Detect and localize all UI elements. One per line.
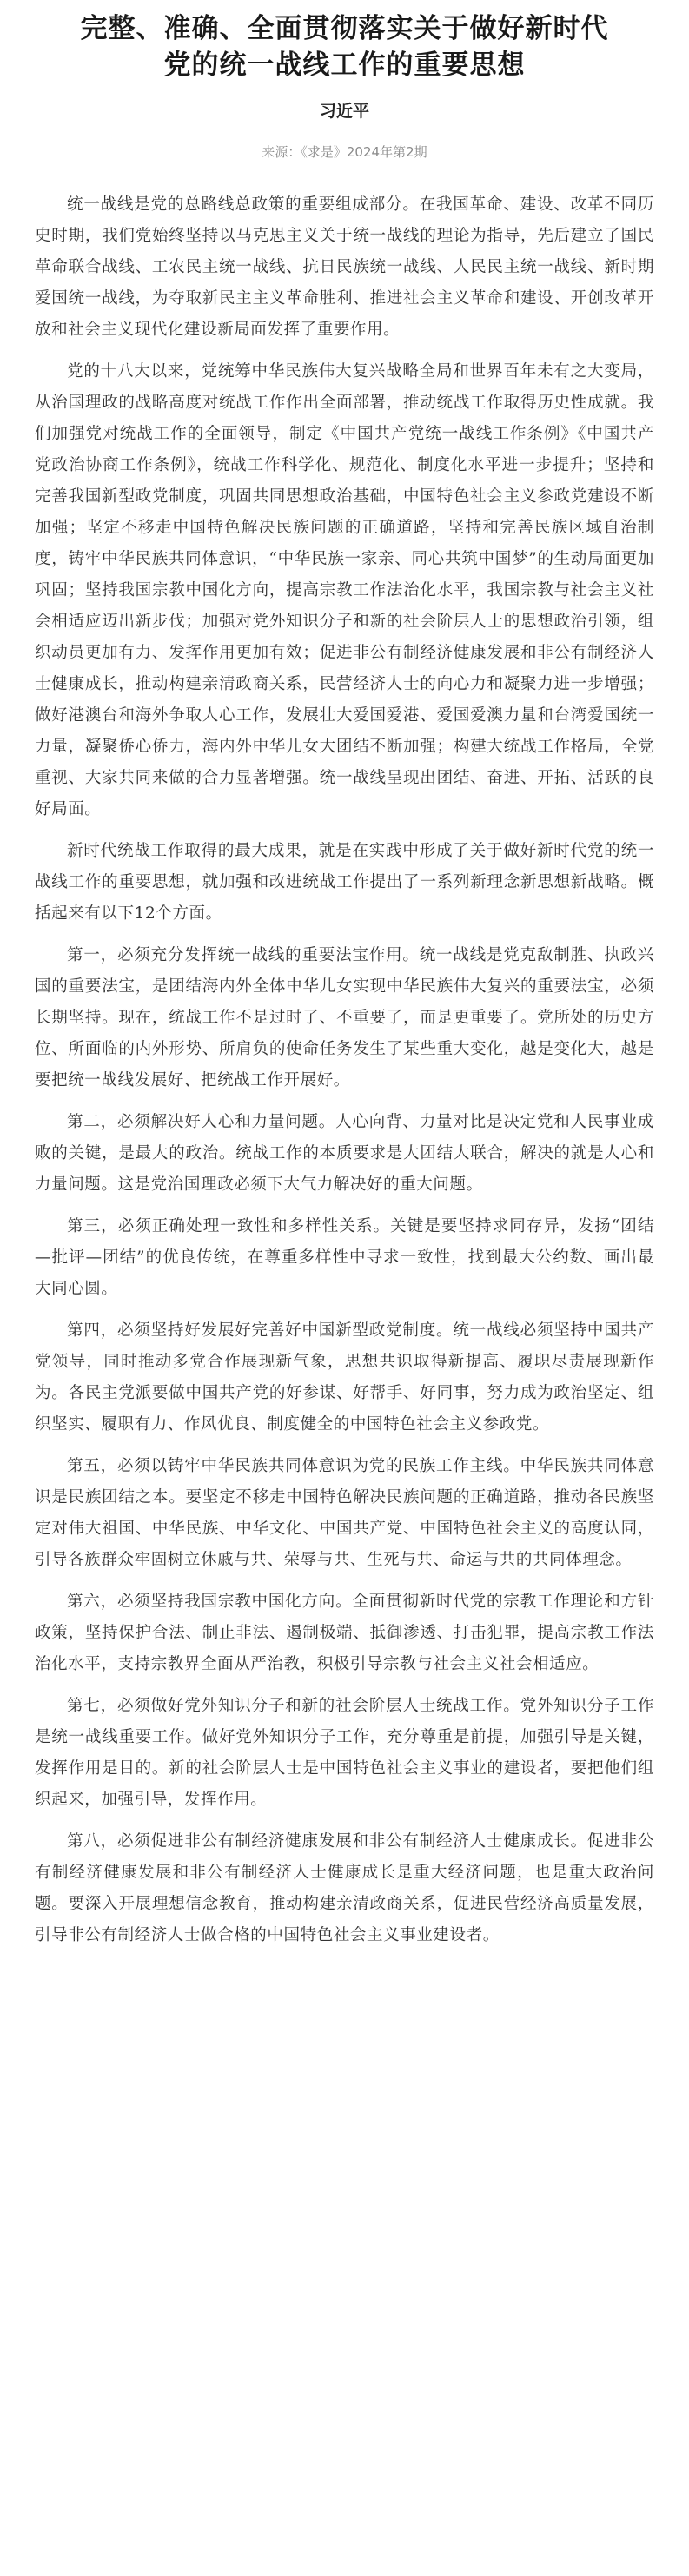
body-paragraph: 新时代统战工作取得的最大成果，就是在实践中形成了关于做好新时代党的统一战线工作的重要思想，就加强和改进统战工作提出了一系列新理念新思想新战略。概括起来有以下12个方面。 (35, 842, 654, 923)
article-source: 来源：《求是》2024年第2期 (262, 144, 427, 160)
body-paragraph: 第六，必须坚持我国宗教中国化方向。全面贯彻新时代党的宗教工作理论和方针政策，坚持保护合法、制止非法、遏制极端、抵御渗透、打击犯罪，提高宗教工作法治化水平，支持宗教界全面从严治教，积极引导宗教与社会主义社会相适应。 (35, 1593, 654, 1673)
body-paragraph: 第三，必须正确处理一致性和多样性关系。关键是要坚持求同存异，发扬“团结—批评—团结”的优良传统，在尊重多样性中寻求一致性，找到最大公约数、画出最大同心圆。 (35, 1217, 654, 1298)
article-body (35, 189, 654, 1951)
article-title-line-1: 完整、准确、全面贯彻落实关于做好新时代 (80, 13, 609, 44)
body-paragraph: 第八，必须促进非公有制经济健康发展和非公有制经济人士健康成长。促进非公有制经济健康发展和非公有制经济人士健康成长是重大经济问题，也是重大政治问题。要深入开展理想信念教育，推动构建亲清政商关系，促进民营经济高质量发展，引导非公有制经济人士做合格的中国特色社会主义事业建设者。 (35, 1832, 654, 1944)
body-paragraph: 第七，必须做好党外知识分子和新的社会阶层人士统战工作。党外知识分子工作是统一战线重要工作。做好党外知识分子工作，充分尊重是前提，加强引导是关键，发挥作用是目的。新的社会阶层人士是中国特色社会主义事业的建设者，要把他们组织起来，加强引导，发挥作用。 (35, 1697, 654, 1809)
article-title (35, 10, 654, 83)
body-paragraph: 第一，必须充分发挥统一战线的重要法宝作用。统一战线是党克敌制胜、执政兴国的重要法宝，是团结海内外全体中华儿女实现中华民族伟大复兴的重要法宝，必须长期坚持。现在，统战工作不是过时了、不重要了，而是更重要了。党所处的历史方位、所面临的内外形势、所肩负的使命任务发生了某些重大变化，越是变化大，越是要把统一战线发展好、把统战工作开展好。 (35, 946, 654, 1089)
body-paragraph: 第二，必须解决好人心和力量问题。人心向背、力量对比是决定党和人民事业成败的关键，是最大的政治。统战工作的本质要求是大团结大联合，解决的就是人心和力量问题。这是党治国理政必须下大气力解决好的重大问题。 (35, 1113, 654, 1194)
body-paragraph: 第四，必须坚持好发展好完善好中国新型政党制度。统一战线必须坚持中国共产党领导，同时推动多党合作展现新气象，思想共识取得新提高、履职尽责展现新作为。各民主党派要做中国共产党的好参谋、好帮手、好同事，努力成为政治坚定、组织坚实、履职有力、作风优良、制度健全的中国特色社会主义参政党。 (35, 1321, 654, 1434)
body-paragraph: 党的十八大以来，党统筹中华民族伟大复兴战略全局和世界百年未有之大变局，从治国理政的战略高度对统战工作作出全面部署，推动统战工作取得历史性成就。我们加强党对统战工作的全面领导，制定《中国共产党统一战线工作条例》《中国共产党政治协商工作条例》，统战工作科学化、规范化、制度化水平进一步提升；坚持和完善我国新型政党制度，巩固共同思想政治基础，中国特色社会主义参政党建设不断加强；坚定不移走中国特色解决民族问题的正确道路，坚持和完善民族区域自治制度，铸牢中华民族共同体意识，“中华民族一家亲、同心共筑中国梦”的生动局面更加巩固；坚持我国宗教中国化方向，提高宗教工作法治化水平，我国宗教与社会主义社会相适应迈出新步伐；加强对党外知识分子和新的社会阶层人士的思想政治引领，组织动员更加有力、发挥作用更加有效；促进非公有制经济健康发展和非公有制经济人士健康成长，推动构建亲清政商关系，民营经济人士的向心力和凝聚力进一步增强；做好港澳台和海外争取人心工作，发展壮大爱国爱港、爱国爱澳力量和台湾爱国统一力量，凝聚侨心侨力，海内外中华儿女大团结不断加强；构建大统战工作格局，全党重视、大家共同来做的合力显著增强。统一战线呈现出团结、奋进、开拓、活跃的良好局面。 (35, 362, 654, 818)
body-paragraph: 第五，必须以铸牢中华民族共同体意识为党的民族工作主线。中华民族共同体意识是民族团结之本。要坚定不移走中国特色解决民族问题的正确道路，推动各民族坚定对伟大祖国、中华民族、中华文化、中国共产党、中国特色社会主义的高度认同，引导各族群众牢固树立休戚与共、荣辱与共、生死与共、命运与共的共同体理念。 (35, 1457, 654, 1569)
article-title-line-2: 党的统一战线工作的重要思想 (163, 50, 526, 81)
article-author: 习近平 (319, 102, 369, 121)
body-paragraph: 统一战线是党的总路线总政策的重要组成部分。在我国革命、建设、改革不同历史时期，我们党始终坚持以马克思主义关于统一战线的理论为指导，先后建立了国民革命联合战线、工农民主统一战线、抗日民族统一战线、人民民主统一战线、新时期爱国统一战线，为夺取新民主主义革命胜利、推进社会主义革命和建设、开创改革开放和社会主义现代化建设新局面发挥了重要作用。 (35, 195, 654, 339)
